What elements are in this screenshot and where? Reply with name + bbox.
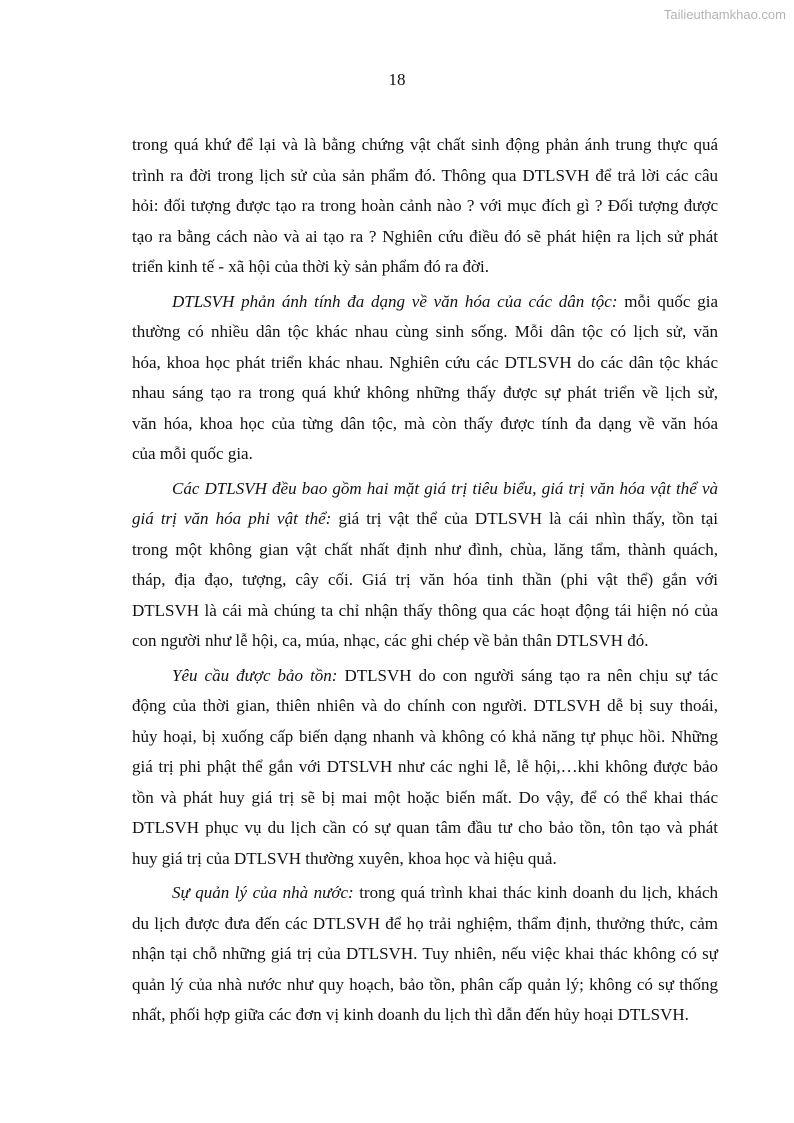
- line-text: trong quá khứ để lại và là bằng chứng vật chất sinh động phản ánh trung thực quá: [132, 135, 718, 154]
- line-text: triển kinh tế - xã hội của thời kỳ sản phẩm đó ra đời.: [132, 257, 489, 276]
- line-text: huy giá trị của DTLSVH thường xuyên, khoa học và hiệu quả.: [132, 848, 557, 868]
- paragraph-line: [132, 348, 718, 379]
- paragraph-line: [132, 161, 718, 192]
- line-text: DTLSVH phục vụ du lịch cần có sự quan tâm đầu tư cho bảo tồn, tôn tạo và phát: [132, 818, 718, 837]
- paragraph: [132, 878, 718, 1031]
- paragraph-line: [132, 222, 718, 253]
- page-number: 18: [388, 70, 406, 89]
- italic-heading: Các DTLSVH đều bao gồm hai mặt giá trị tiêu biểu, giá trị văn hóa vật thể và: [172, 478, 718, 498]
- line-text: của mỗi quốc gia.: [132, 444, 253, 463]
- line-text: DTLSVH là cái mà chúng ta chỉ nhận thấy thông qua các hoạt động tái hiện nó của: [132, 600, 718, 620]
- line-text: nhất, phối hợp giữa các đơn vị kinh doanh du lịch thì dẫn đến hủy hoại DTLSVH.: [132, 1005, 689, 1024]
- paragraph-line: [132, 130, 718, 161]
- line-text: tồn và phát huy giá trị sẽ bị mai một hoặc biến mất. Do vậy, để có thể khai thác: [132, 787, 718, 807]
- line-text: nhận tại chỗ những giá trị của DTLSVH. Tuy nhiên, nếu việc khai thác không có sự: [132, 944, 718, 963]
- line-text: trong quá trình khai thác kinh doanh du lịch, khách: [353, 883, 718, 902]
- paragraph-line: [132, 878, 718, 909]
- paragraph-line: [132, 474, 718, 505]
- line-text: du lịch được đưa đến các DTLSVH để họ trải nghiệm, thẩm định, thưởng thức, cảm: [132, 913, 718, 933]
- paragraph-line: [132, 722, 718, 753]
- paragraph-line: [132, 439, 718, 470]
- line-text: DTLSVH do con người sáng tạo ra nên chịu sự tác: [337, 665, 718, 685]
- paragraph-line: [132, 691, 718, 722]
- line-text: con người như lễ hội, ca, múa, nhạc, các ghi chép về bản thân DTLSVH đó.: [132, 631, 649, 650]
- paragraph: [132, 130, 718, 283]
- line-text: nhau sáng tạo ra trong quá khứ không những thấy được sự phát triển về lịch sử,: [132, 383, 718, 402]
- paragraph-line: [132, 752, 718, 783]
- paragraph-line: [132, 661, 718, 692]
- italic-heading: Yêu cầu được bảo tồn:: [172, 665, 338, 685]
- line-text: tạo ra bằng cách nào và ai tạo ra ? Nghiên cứu điều đó sẽ phát hiện ra lịch sử phát: [132, 226, 718, 246]
- paragraph-line: [132, 844, 718, 875]
- paragraph-line: [132, 191, 718, 222]
- line-text: hỏi: đối tượng được tạo ra trong hoàn cảnh nào ? với mục đích gì ? Đối tượng được: [132, 196, 718, 215]
- line-text: văn hóa, khoa học của từng dân tộc, mà còn thấy được tính đa dạng về văn hóa: [132, 413, 718, 433]
- paragraph-line: [132, 535, 718, 566]
- paragraph-line: [132, 970, 718, 1001]
- line-text: hủy hoại, bị xuống cấp biến dạng nhanh và không có khả năng tự phục hồi. Những: [132, 726, 718, 746]
- paragraph-line: [132, 596, 718, 627]
- line-text: động của thời gian, thiên nhiên và do chính con người. DTLSVH dễ bị suy thoái,: [132, 696, 718, 715]
- watermark: Tailieuthamkhao.com: [663, 7, 786, 22]
- line-text: trình ra đời trong lịch sử của sản phẩm đó. Thông qua DTLSVH để trả lời các câu: [132, 165, 718, 185]
- paragraph-line: [132, 287, 718, 318]
- line-text: hóa, khoa học phát triển khác nhau. Nghiên cứu các DTLSVH do các dân tộc khác: [132, 352, 718, 372]
- italic-heading: DTLSVH phản ánh tính đa dạng về văn hóa của các dân tộc:: [172, 291, 618, 311]
- paragraph-line: [132, 252, 718, 283]
- line-text: tháp, địa đạo, tượng, cây cối. Giá trị văn hóa tinh thần (phi vật thể) gắn với: [132, 570, 718, 589]
- line-text: thường có nhiều dân tộc khác nhau cùng sinh sống. Mỗi dân tộc có lịch sử, văn: [132, 322, 718, 341]
- paragraph-line: [132, 783, 718, 814]
- line-text: quản lý của nhà nước như quy hoạch, bảo tồn, phân cấp quản lý; không có sự thống: [132, 974, 718, 994]
- paragraph-line: [132, 565, 718, 596]
- italic-heading: giá trị văn hóa phi vật thể:: [132, 509, 332, 528]
- paragraph-line: [132, 813, 718, 844]
- paragraph-line: [132, 409, 718, 440]
- paragraph-line: [132, 626, 718, 657]
- line-text: trong một không gian vật chất nhất định như đình, chùa, lăng tẩm, thành quách,: [132, 539, 718, 559]
- paragraph-line: [132, 504, 718, 535]
- paragraph: [132, 287, 718, 470]
- line-text: giá trị vật thể của DTLSVH là cái nhìn thấy, tồn tại: [331, 509, 718, 528]
- paragraph-line: [132, 909, 718, 940]
- line-text: mỗi quốc gia: [617, 291, 718, 311]
- paragraph: [132, 474, 718, 657]
- paragraph-line: [132, 1000, 718, 1031]
- line-text: giá trị phi phật thể gắn với DTSLVH như các nghi lễ, lễ hội,…khi không được bảo: [132, 757, 718, 776]
- document-body: [132, 130, 718, 1031]
- paragraph: [132, 661, 718, 875]
- italic-heading: Sự quản lý của nhà nước:: [172, 883, 354, 902]
- paragraph-line: [132, 378, 718, 409]
- paragraph-line: [132, 939, 718, 970]
- paragraph-line: [132, 317, 718, 348]
